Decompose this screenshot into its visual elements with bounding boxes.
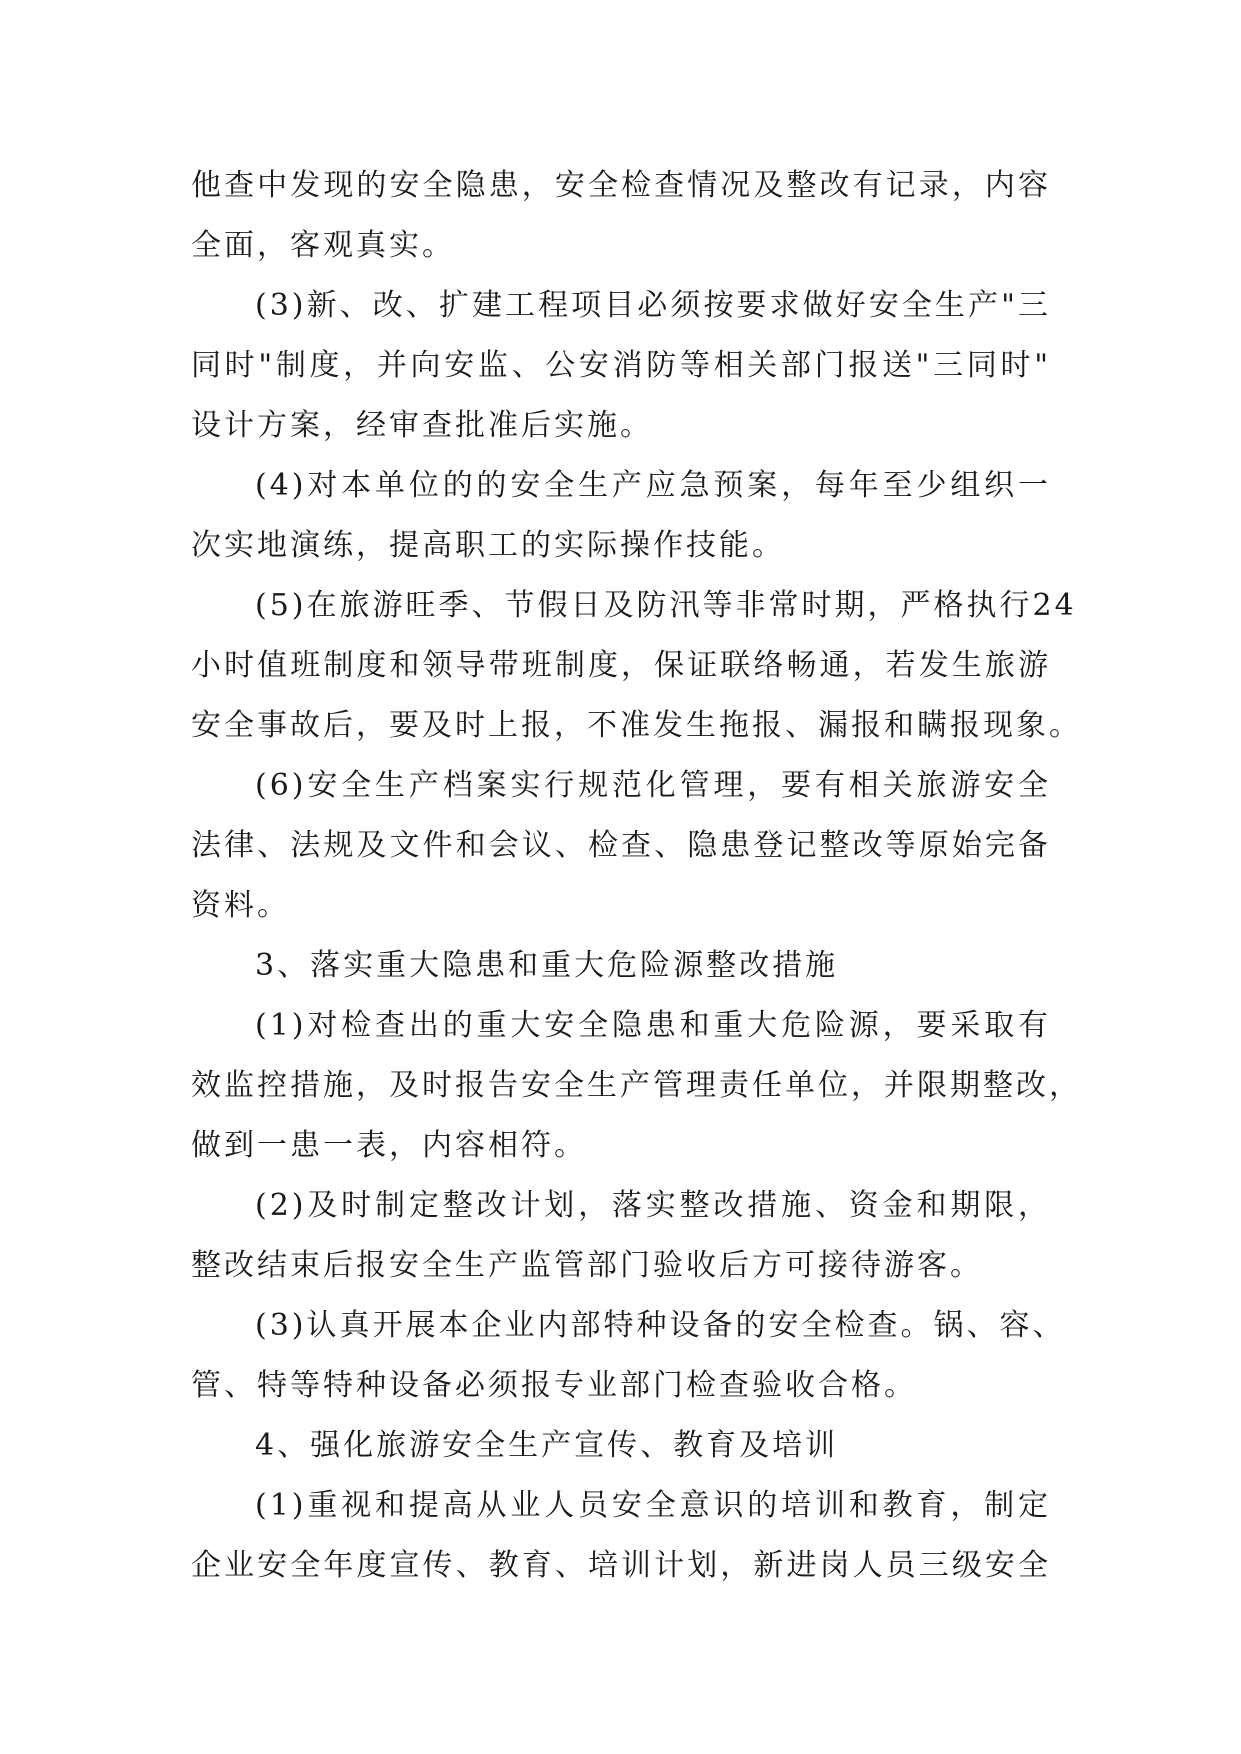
text-line: 资料。 bbox=[191, 888, 290, 923]
text-line: 做到一患一表，内容相符。 bbox=[191, 1128, 587, 1163]
heading-text: 3、落实重大隐患和重大危险源整改措施 bbox=[255, 948, 839, 983]
text-line: (1)对检查出的重大安全隐患和重大危险源，要采取有 bbox=[255, 1008, 1051, 1043]
section-heading-4 bbox=[191, 1416, 1051, 1476]
text-line: 他查中发现的安全隐患，安全检查情况及整改有记录，内容 bbox=[191, 168, 1051, 203]
document-body bbox=[191, 156, 1082, 1596]
paragraph-item-2-6 bbox=[191, 756, 1051, 936]
paragraph-item-3-2 bbox=[191, 1176, 1051, 1296]
text-line: 次实地演练，提高职工的实际操作技能。 bbox=[191, 528, 785, 563]
text-line: 效监控措施，及时报告安全生产管理责任单位，并限期整改， bbox=[191, 1068, 1082, 1103]
text-line: 同时"制度，并向安监、公安消防等相关部门报送"三同时" bbox=[191, 348, 1051, 383]
section-heading-3 bbox=[191, 936, 1051, 996]
paragraph-item-2-4 bbox=[191, 456, 1051, 576]
text-line: 安全事故后，要及时上报，不准发生拖报、漏报和瞒报现象。 bbox=[191, 708, 1082, 743]
text-line: (3)新、改、扩建工程项目必须按要求做好安全生产"三 bbox=[255, 288, 1051, 323]
paragraph-item-2-3 bbox=[191, 276, 1051, 456]
text-line: 整改结束后报安全生产监管部门验收后方可接待游客。 bbox=[191, 1248, 983, 1283]
paragraph-item-3-3 bbox=[191, 1296, 1066, 1416]
text-line: 法律、法规及文件和会议、检查、隐患登记整改等原始完备 bbox=[191, 828, 1051, 863]
paragraph-continued bbox=[191, 156, 1051, 276]
text-line: (6)安全生产档案实行规范化管理，要有相关旅游安全 bbox=[255, 768, 1051, 803]
text-line: 企业安全年度宣传、教育、培训计划，新进岗人员三级安全 bbox=[191, 1548, 1051, 1583]
text-line: (4)对本单位的的安全生产应急预案，每年至少组织一 bbox=[255, 468, 1051, 503]
heading-text: 4、强化旅游安全生产宣传、教育及培训 bbox=[255, 1428, 839, 1463]
text-line: 小时值班制度和领导带班制度，保证联络畅通，若发生旅游 bbox=[191, 648, 1051, 683]
text-line: (5)在旅游旺季、节假日及防汛等非常时期，严格执行24 bbox=[255, 588, 1077, 623]
text-line: (2)及时制定整改计划，落实整改措施、资金和期限， bbox=[255, 1188, 1051, 1223]
text-line: 全面，客观真实。 bbox=[191, 228, 455, 263]
text-line: 管、特等特种设备必须报专业部门检查验收合格。 bbox=[191, 1368, 917, 1403]
text-line: 设计方案，经审查批准后实施。 bbox=[191, 408, 653, 443]
paragraph-item-2-5 bbox=[191, 576, 1082, 756]
paragraph-item-3-1 bbox=[191, 996, 1082, 1176]
text-line: (1)重视和提高从业人员安全意识的培训和教育，制定 bbox=[255, 1488, 1051, 1523]
paragraph-item-4-1 bbox=[191, 1476, 1051, 1596]
text-line: (3)认真开展本企业内部特种设备的安全检查。锅、容、 bbox=[255, 1308, 1066, 1343]
